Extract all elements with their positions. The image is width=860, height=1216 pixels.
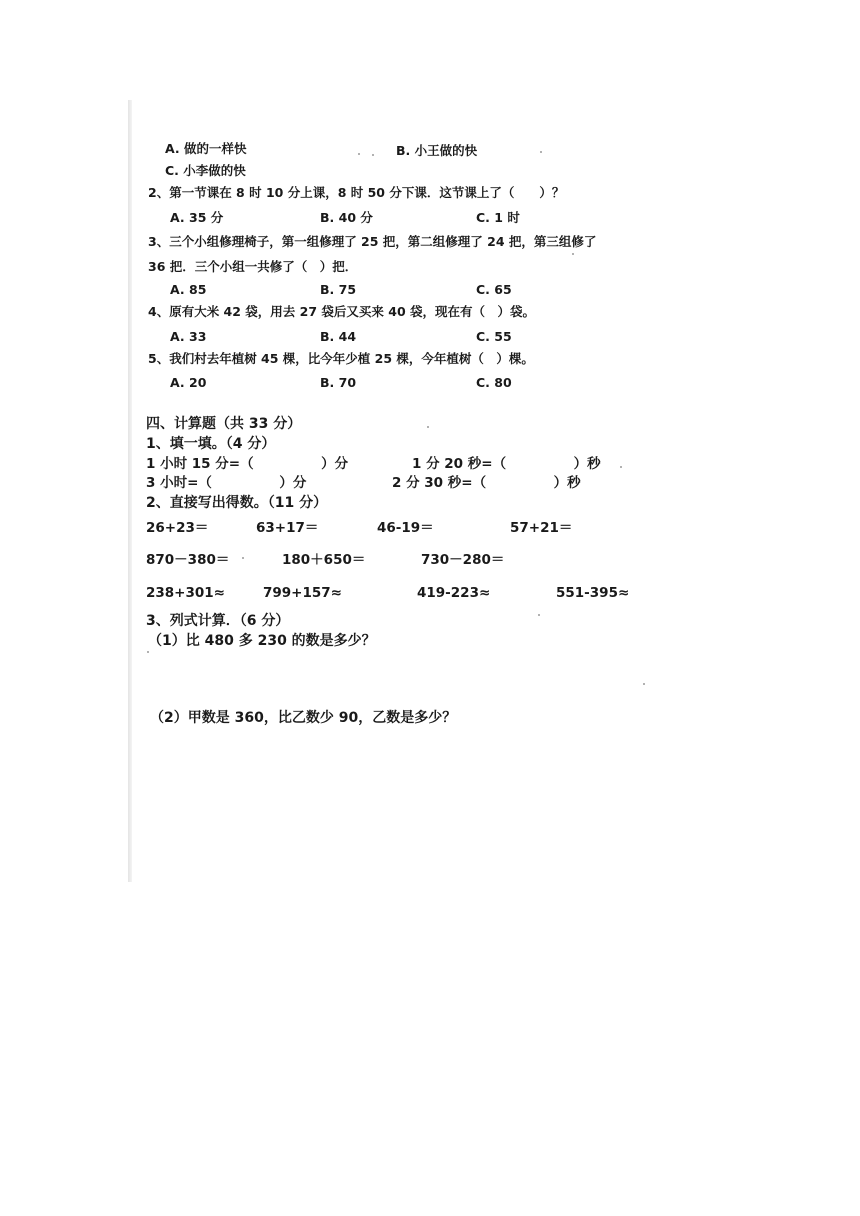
part1-title: 1、填一填。（4 分）: [146, 436, 276, 452]
part2-title: 2、直接写出得数。（11 分）: [146, 495, 328, 511]
scan-speck: [147, 651, 149, 653]
scan-speck: [572, 253, 574, 255]
scan-speck: [358, 153, 360, 155]
q4-option-a: A. 33: [170, 329, 207, 344]
q1-option-c: C. 小李做的快: [165, 163, 246, 178]
part3-title: 3、列式计算．（6 分）: [146, 613, 290, 629]
calc-4: 57+21＝: [510, 520, 573, 536]
scan-speck: [372, 154, 374, 156]
q5-option-c: C. 80: [476, 375, 512, 390]
q2-option-c: C. 1 时: [476, 210, 520, 225]
section4-heading: 四、计算题（共 33 分）: [146, 416, 302, 432]
q4-stem: 4、原有大米 42 袋，用去 27 袋后又买来 40 袋，现在有（ ）袋。: [148, 304, 535, 319]
fill-item-3: 3 小时=（ ）分: [146, 475, 307, 491]
calc-10: 419-223≈: [417, 585, 491, 601]
q5-stem: 5、我们村去年植树 45 棵，比今年少植 25 棵，今年植树（ ）棵。: [148, 351, 534, 366]
calc-5: 870－380＝: [146, 552, 230, 568]
q2-option-b: B. 40 分: [320, 210, 373, 225]
calc-2: 63+17＝: [256, 520, 319, 536]
q1-option-b: B. 小王做的快: [396, 143, 478, 158]
q3-option-a: A. 85: [170, 282, 207, 297]
q1-option-a: A. 做的一样快: [165, 141, 247, 156]
q4-option-c: C. 55: [476, 329, 512, 344]
q5-option-a: A. 20: [170, 375, 207, 390]
calc-3: 46-19＝: [377, 520, 434, 536]
q5-option-b: B. 70: [320, 375, 357, 390]
q3-option-c: C. 65: [476, 282, 512, 297]
calc-7: 730－280＝: [421, 552, 505, 568]
scan-speck: [540, 151, 542, 153]
calc-6: 180＋650＝: [282, 552, 366, 568]
q3-stem-line2: 36 把．三个小组一共修了（ ）把．: [148, 259, 358, 274]
scan-speck: [427, 426, 429, 428]
part3-question-1: （1）比 480 多 230 的数是多少？: [148, 633, 376, 649]
q2-option-a: A. 35 分: [170, 210, 224, 225]
q3-stem-line1: 3、三个小组修理椅子，第一组修理了 25 把，第二组修理了 24 把，第三组修了: [148, 234, 597, 249]
scan-edge-shadow: [128, 100, 132, 882]
scan-speck: [538, 614, 540, 616]
q4-option-b: B. 44: [320, 329, 357, 344]
scan-speck: [242, 557, 244, 559]
q2-stem: 2、第一节课在 8 时 10 分上课，8 时 50 分下课．这节课上了（ ）？: [148, 185, 565, 200]
scan-speck: [643, 683, 645, 685]
calc-1: 26+23＝: [146, 520, 209, 536]
calc-8: 238+301≈: [146, 585, 225, 601]
calc-11: 551-395≈: [556, 585, 630, 601]
part3-question-2: （2）甲数是 360，比乙数少 90，乙数是多少？: [150, 710, 457, 726]
fill-item-2: 1 分 20 秒=（ ）秒: [412, 456, 601, 472]
q3-option-b: B. 75: [320, 282, 357, 297]
fill-item-4: 2 分 30 秒=（ ）秒: [392, 475, 581, 491]
scan-speck: [620, 466, 622, 468]
fill-item-1: 1 小时 15 分=（ ）分: [146, 456, 349, 472]
calc-9: 799+157≈: [263, 585, 342, 601]
